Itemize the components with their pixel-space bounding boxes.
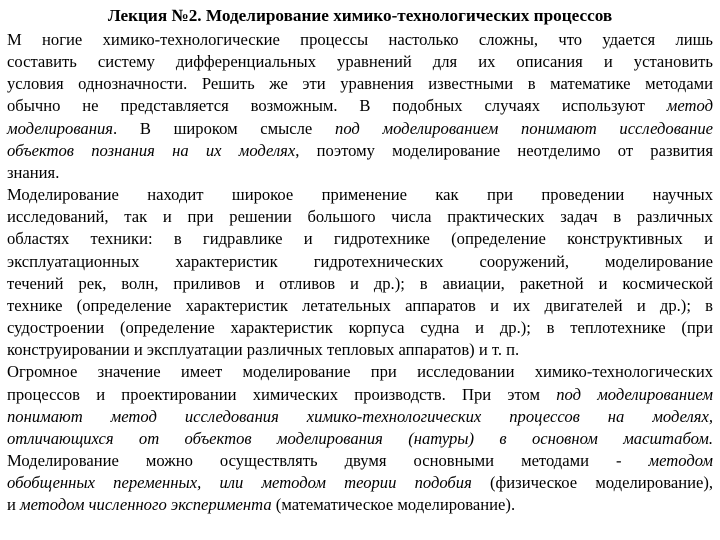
text-run: эксплуатационных характеристик гидротехнических сооружений, моделирование [7,251,713,271]
italic-text-run: метод [666,96,713,116]
text-line [7,295,713,317]
text-run: технике (определение характеристик летательных аппаратов и их двигателей и др.); в [7,295,713,315]
text-run: условия однозначности. Решить же эти уравнения известными в математике методами [7,74,713,94]
italic-text-run: под моделированием [556,384,713,404]
text-line [7,384,713,406]
text-line [7,29,713,51]
paragraph-1 [7,29,713,184]
text-run: областях техники: в гидравлике и гидротехнике (определение конструктивных и [7,229,713,249]
text-run: Моделирование находит широкое применение как при проведении научных [7,185,713,205]
text-line [7,228,713,250]
text-line [7,140,713,162]
text-run: знания. [7,162,60,182]
text-line [7,206,713,228]
text-line [7,184,713,206]
text-line [7,251,713,273]
text-run: Огромное значение имеет моделирование при исследовании химико-технологических [7,362,713,382]
italic-text-run: отличающихся от объектов моделирования (натуры) в основном масштабом. [7,428,713,448]
italic-text-run: под моделированием понимают исследование [335,118,713,138]
text-line [7,273,713,295]
text-line [7,73,713,95]
text-line [7,51,713,73]
text-run: течений рек, волн, приливов и отливов и др.); в авиации, ракетной и космической [7,273,713,293]
text-line [7,317,713,339]
text-line [7,428,713,450]
lecture-title: Лекция №2. Моделирование химико-технологических процессов [107,6,613,25]
text-run: М ногие химико-технологические процессы настолько сложны, что удается лишь [7,30,713,49]
paragraph-2 [7,184,713,361]
text-line [7,162,713,184]
text-run: и [7,495,21,515]
text-run: исследований, так и при решении большого числа практических задач в различных [7,207,713,227]
text-run: (физическое моделирование), [471,473,713,493]
text-run: (математическое моделирование). [271,495,516,515]
italic-text-run: понимают метод исследования химико-технологических процессов на моделях, [7,406,713,426]
text-line [7,472,713,494]
text-run: . В широком смысле [112,118,336,138]
text-line [7,118,713,140]
text-line [7,361,713,383]
paragraph-3 [7,361,713,516]
text-run: составить систему дифференциальных уравнений для их описания и установить [7,52,713,72]
text-line [7,406,713,428]
text-line [7,450,713,472]
italic-text-run: методом [648,450,713,470]
text-run: , поэтому моделирование неотделимо от развития [295,140,713,160]
italic-text-run: методом численного эксперимента [20,495,272,515]
text-run: процессов и проектировании химических производств. При этом [7,384,557,404]
document-body [7,29,713,516]
text-run: обычно не представляется возможным. В подобных случаях используют [7,96,667,116]
text-line [7,494,713,516]
italic-text-run: объектов познания на их моделях [7,140,296,160]
text-run: судостроении (определение характеристик корпуса судна и др.); в теплотехнике (при [7,318,713,338]
italic-text-run: моделирования [7,118,113,138]
text-run: конструировании и эксплуатации различных тепловых аппаратов) и т. п. [7,340,520,360]
text-line [7,339,713,361]
text-line [7,95,713,117]
italic-text-run: обобщенных переменных, или методом теории подобия [7,473,472,493]
text-run: Моделирование можно осуществлять двумя основными методами - [7,450,649,470]
